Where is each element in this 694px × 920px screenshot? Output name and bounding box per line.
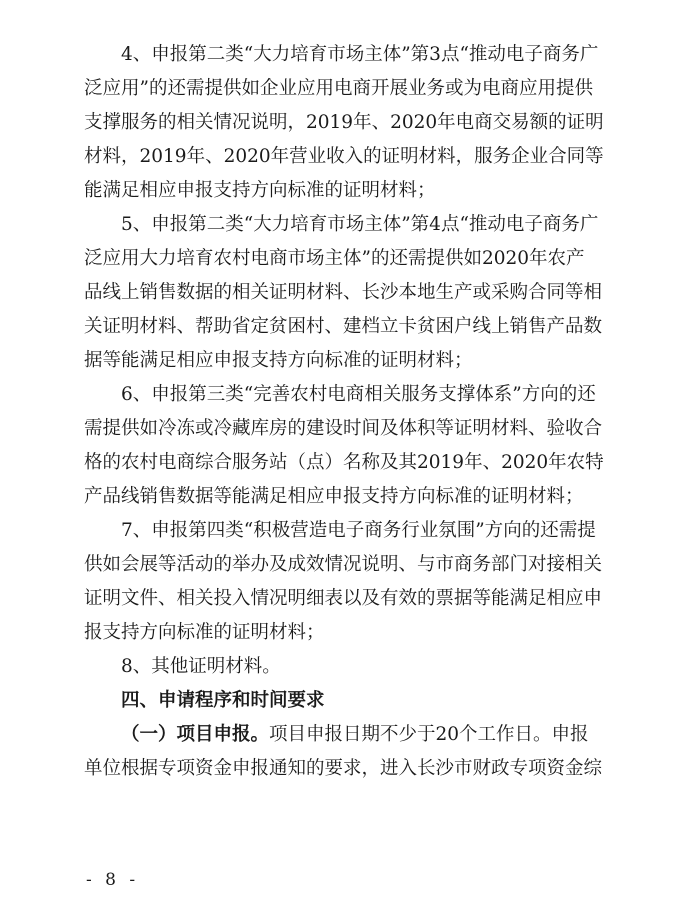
text-line: 7、申报第四类“积极营造电子商务行业氛围”方向的还需提 [121,520,596,541]
page-number: - 8 - [86,870,140,890]
text-line: 供如会展等活动的举办及成效情况说明、与市商务部门对接相关 [84,554,603,575]
text-line: 泛应用大力培育农村电商市场主体”的还需提供如2020年农产 [84,248,585,269]
text-line: 品线上销售数据的相关证明材料、长沙本地生产或采购合同等相 [84,282,603,303]
text-line: 证明文件、相关投入情况明细表以及有效的票据等能满足相应申 [84,588,603,609]
text-line: 能满足相应申报支持方向标准的证明材料； [84,180,436,201]
section-one-text: 项目申报日期不少于20个工作日。申报 [269,724,589,745]
text-line: 6、申报第三类“完善农村电商相关服务支撑体系”方向的还 [121,384,596,405]
text-line: 据等能满足相应申报支持方向标准的证明材料； [84,350,473,371]
section-one-lead: （一）项目申报。 [121,724,270,745]
text-line: 泛应用”的还需提供如企业应用电商开展业务或为电商应用提供 [84,78,593,99]
text-line: 材料，2019年、2020年营业收入的证明材料，服务企业合同等 [84,146,604,167]
text-line: 格的农村电商综合服务站（点）名称及其2019年、2020年农特 [84,452,604,473]
document-body [84,38,624,786]
text-line: 4、申报第二类“大力培育市场主体”第3点“推动电子商务广 [121,44,599,65]
text-line: 8、其他证明材料。 [121,656,281,677]
section-heading: 四、申请程序和时间要求 [121,690,325,711]
text-line: 关证明材料、帮助省定贫困村、建档立卡贫困户线上销售产品数 [84,316,603,337]
text-line: 需提供如冷冻或冷藏库房的建设时间及体积等证明材料、验收合 [84,418,603,439]
text-line: 报支持方向标准的证明材料； [84,622,325,643]
text-line: 支撑服务的相关情况说明，2019年、2020年电商交易额的证明 [84,112,604,133]
text-line: 产品线销售数据等能满足相应申报支持方向标准的证明材料； [84,486,584,507]
text-line: 单位根据专项资金申报通知的要求，进入长沙市财政专项资金综 [84,758,603,779]
text-line: 5、申报第二类“大力培育市场主体”第4点“推动电子商务广 [121,214,599,235]
section-one-line [84,718,624,752]
